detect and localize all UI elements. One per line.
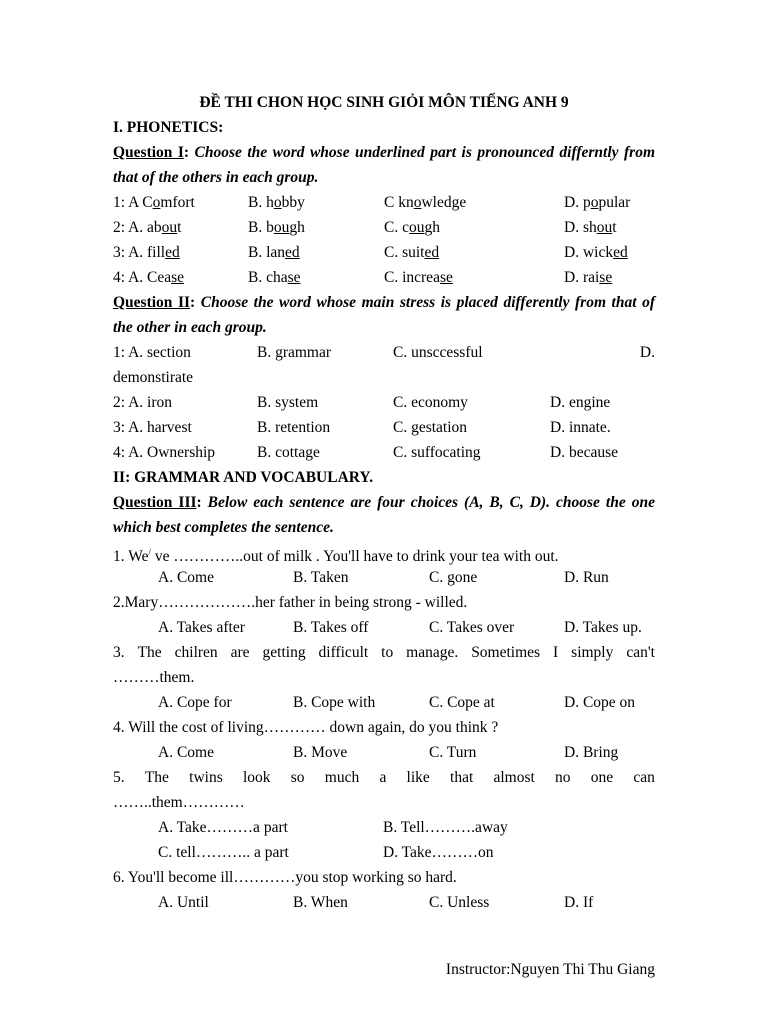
option: A. Come <box>158 744 214 761</box>
question-2-item-2 <box>113 390 655 415</box>
question-2-item-1 <box>113 340 655 365</box>
option: D. Run <box>564 569 609 586</box>
question-2-label: Question II <box>113 294 191 311</box>
question-1-text: Choose the word whose underlined part is pronounced differntly from that of the others in each group. <box>113 144 655 186</box>
word: much <box>324 769 360 786</box>
option: 3: A. harvest <box>113 419 192 436</box>
option: C. gone <box>429 569 478 586</box>
underlined-part: ou <box>273 219 290 236</box>
option: D. Cope on <box>564 694 636 711</box>
word: one <box>590 769 614 786</box>
option: B. Move <box>293 744 348 761</box>
option: B. Taken <box>293 569 349 586</box>
option: 2: A. iron <box>113 394 172 411</box>
option: B. laned <box>248 244 300 261</box>
question-3-instruction: Question III: Below each sentence are four choices (A, B, C, D). choose the one which best completes the sentence. <box>113 494 655 536</box>
sentence-3-cont: ………them. <box>113 669 195 686</box>
underlined-part: o <box>152 194 161 211</box>
word: Sometimes <box>471 644 541 661</box>
option: B. hobby <box>248 194 305 211</box>
sentence-5 <box>113 765 655 790</box>
underlined-part: ou <box>596 219 613 236</box>
sentence-6: 6. You'll become ill…………you stop working so hard. <box>113 869 457 886</box>
option: B. Takes off <box>293 619 369 636</box>
word: chilren <box>174 644 218 661</box>
word: to <box>381 644 394 661</box>
word: I <box>553 644 559 661</box>
option: D. Takes up. <box>564 619 642 636</box>
option: 1: A Comfort <box>113 194 195 211</box>
sentence-3-options <box>113 690 655 715</box>
section-phonetics-heading: I. PHONETICS: <box>113 119 224 136</box>
word: simply <box>571 644 614 661</box>
option: D. Take………on <box>383 844 494 861</box>
word: like <box>406 769 430 786</box>
question-2-items <box>113 390 655 465</box>
option: C. Unless <box>429 894 490 911</box>
option: D. Bring <box>564 744 619 761</box>
question-2-item-4 <box>113 440 655 465</box>
sentence-5-cont: ……..them………… <box>113 794 245 811</box>
word: getting <box>262 644 306 661</box>
question-2-item-3 <box>113 415 655 440</box>
question-1-label: Question I <box>113 144 184 161</box>
option: 3: A. filled <box>113 244 180 261</box>
option: B. When <box>293 894 348 911</box>
question-1-items <box>113 190 655 290</box>
sentence-4-options <box>113 740 655 765</box>
word: look <box>242 769 271 786</box>
option: C. increase <box>384 269 453 286</box>
option: D. because <box>550 444 618 461</box>
option: A. Takes after <box>158 619 245 636</box>
sentence-4: 4. Will the cost of living………… down again, do you think ? <box>113 719 499 736</box>
option: C. gestation <box>393 419 468 436</box>
underlined-part: o <box>590 194 599 211</box>
word: The <box>137 644 162 661</box>
underlined-part: se <box>439 269 453 286</box>
underlined-part: se <box>171 269 185 286</box>
option: A. Until <box>158 894 209 911</box>
exam-page <box>113 90 655 915</box>
option: C. suffocating <box>393 444 481 461</box>
option: B. retention <box>257 419 331 436</box>
question-1-item-3 <box>113 240 655 265</box>
sentence-6-options <box>113 890 655 915</box>
option: B. bough <box>248 219 305 236</box>
sentence-5-options-1 <box>113 815 655 840</box>
sentence-1-options <box>113 565 655 590</box>
option: C. Cope at <box>429 694 495 711</box>
option: 4: A. Ownership <box>113 444 216 461</box>
underlined-part: se <box>287 269 301 286</box>
option: C. Turn <box>429 744 477 761</box>
option: D. engine <box>550 394 611 411</box>
option: B. Cope with <box>293 694 376 711</box>
question-3-text: Below each sentence are four choices (A, B, C, D). choose the one which best completes the sentence. <box>113 494 655 536</box>
question-1-item-4 <box>113 265 655 290</box>
section-grammar-heading: II: GRAMMAR AND VOCABULARY. <box>113 469 374 486</box>
word: twins <box>189 769 223 786</box>
option: A. Come <box>158 569 214 586</box>
option: B. cottage <box>257 444 320 461</box>
question-1-item-1 <box>113 190 655 215</box>
underlined-part: o <box>413 194 422 211</box>
option: D. <box>639 344 655 361</box>
word: can't <box>626 644 655 661</box>
option: D. wicked <box>564 244 628 261</box>
question-1-item-2 <box>113 215 655 240</box>
question-2-item-1-cont: demonstirate <box>113 369 194 386</box>
option: D. shout <box>564 219 617 236</box>
option: C. unsccessful <box>393 344 483 361</box>
word: no <box>555 769 571 786</box>
question-2-text: Choose the word whose main stress is placed differently from that of the other in each group. <box>113 294 655 336</box>
option: 1: A. section <box>113 344 191 361</box>
sentence-2: 2.Mary……………….her father in being strong - willed. <box>113 594 468 611</box>
instructor-footer: Instructor:Nguyen Thi Thu Giang <box>445 961 655 978</box>
word: manage. <box>406 644 459 661</box>
word: 3. <box>113 644 125 661</box>
question-2-instruction: Question II: Choose the word whose main stress is placed differently from that of the other in each group. <box>113 294 655 336</box>
word: 5. <box>113 769 125 786</box>
option: D. If <box>564 894 594 911</box>
underlined-part: ou <box>161 219 178 236</box>
underlined-part: ed <box>285 244 300 261</box>
option: B. system <box>257 394 319 411</box>
sentence-1: 1. We/ ve …………..out of milk . You'll have to drink your tea with out. <box>113 547 559 566</box>
option: C knowledge <box>384 194 467 211</box>
option: B. grammar <box>257 344 332 361</box>
option: B. Tell……….away <box>383 819 508 836</box>
option: 4: A. Cease <box>113 269 185 286</box>
underlined-part: o <box>273 194 282 211</box>
word: almost <box>493 769 535 786</box>
question-3-label: Question III <box>113 494 197 511</box>
word: a <box>379 769 387 786</box>
exam-title: ĐỀ THI CHON HỌC SINH GIỎI MÔN TIẾNG ANH 9 <box>199 94 569 111</box>
option: C. tell……….. a part <box>158 844 289 861</box>
sentence-5-options-2 <box>113 840 655 865</box>
underlined-part: ed <box>424 244 440 261</box>
word: difficult <box>318 644 369 661</box>
option: C. economy <box>393 394 468 411</box>
option: A. Take………a part <box>158 819 288 836</box>
option: B. chase <box>248 269 301 286</box>
word: The <box>144 769 169 786</box>
option: D. raise <box>564 269 613 286</box>
sentence-3 <box>113 640 655 665</box>
word: that <box>450 769 474 786</box>
underlined-part: ou <box>408 219 425 236</box>
option: A. Cope for <box>158 694 232 711</box>
option: 2: A. about <box>113 219 182 236</box>
underlined-part: se <box>599 269 613 286</box>
sentence-2-options <box>113 615 655 640</box>
question-1-instruction: Question I: Choose the word whose underlined part is pronounced differntly from that of the others in each group. <box>113 144 655 186</box>
word: so <box>290 769 305 786</box>
underlined-part: ed <box>613 244 628 261</box>
option: D. popular <box>564 194 631 211</box>
word: are <box>230 644 250 661</box>
option: C. cough <box>384 219 440 236</box>
word: can <box>633 769 655 786</box>
option: C. Takes over <box>429 619 515 636</box>
underlined-part: ed <box>165 244 180 261</box>
option: C. suited <box>384 244 440 261</box>
option: D. innate. <box>550 419 611 436</box>
